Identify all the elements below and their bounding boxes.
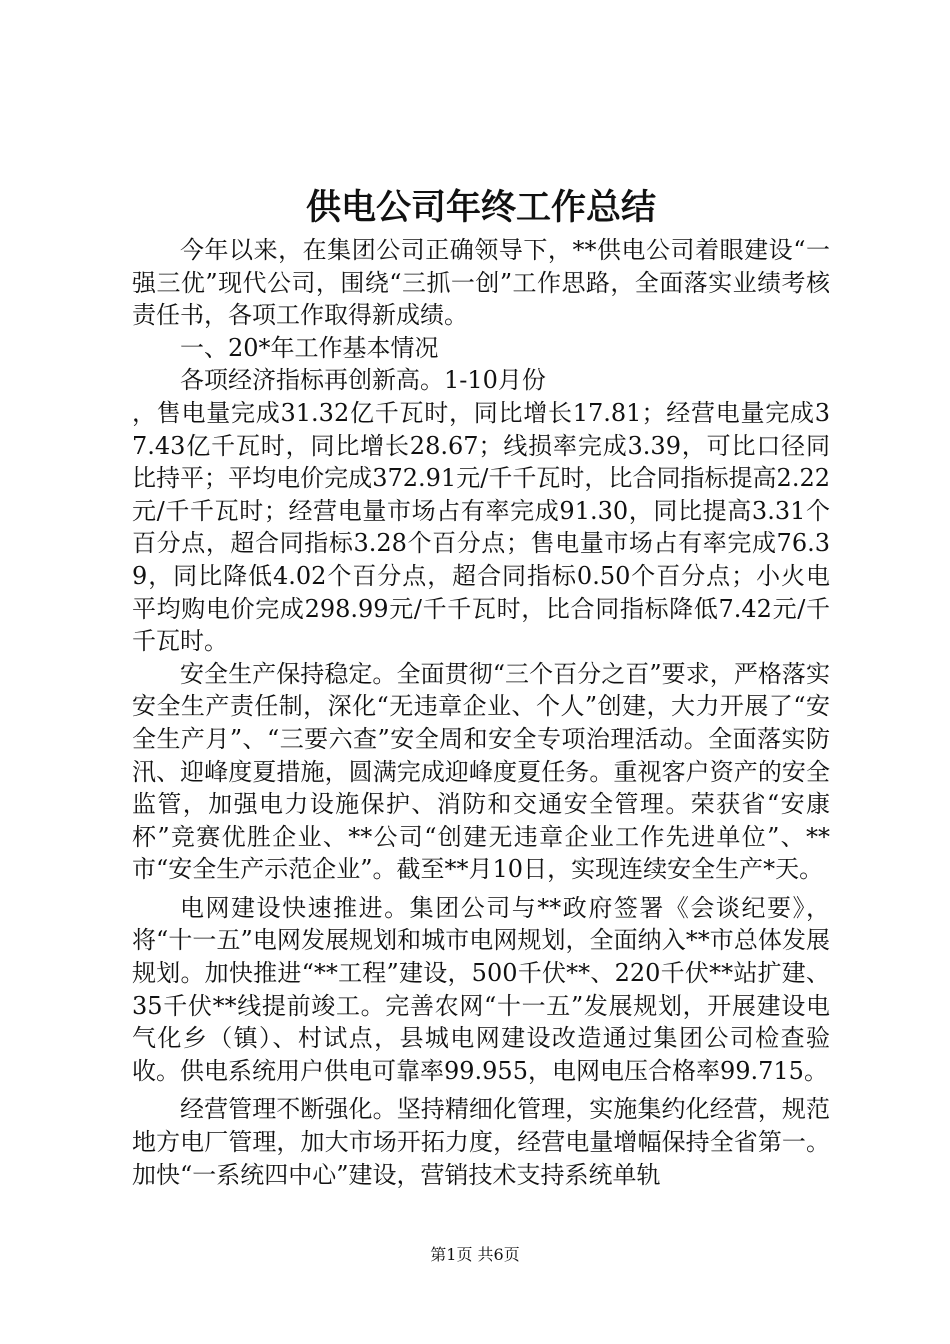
paragraph-economic-indicators: ，售电量完成31.32亿千瓦时，同比增长17.81；经营电量完成37.43亿千瓦时，同比增长28.67；线损率完成3.39，可比口径同比持平；平均电价完成372.91元/千千瓦时，比合同指标提高2.22元/千千瓦时；经营电量市场占有率完成91.30，同比提高3.31个百分点，超合同指标3.28个百分点；售电量市场占有率完成76.39，同比降低4.02个百分点，超合同指标0.50个百分点；小火电平均购电价完成298.99元/千千瓦时，比合同指标降低7.42元/千千瓦时。 bbox=[132, 398, 830, 656]
document-title: 供电公司年终工作总结 bbox=[305, 187, 656, 228]
section-heading: 一、20*年工作基本情况 bbox=[180, 333, 439, 362]
paragraph-grid-construction: 电网建设快速推进。集团公司与**政府签署《会谈纪要》，将“十一五”电网发展规划和城市电网规划，全面纳入**市总体发展规划。加快推进“**工程”建设，500千伏**、220千伏**站扩建、35千伏**线提前竣工。完善农网“十一五”发展规划，开展建设电气化乡（镇）、村试点，县城电网建设改造通过集团公司检查验收。供电系统用户供电可靠率99.955，电网电压合格率99.715。 bbox=[132, 893, 830, 1085]
paragraph-management: 经营管理不断强化。坚持精细化管理，实施集约化经营，规范地方电厂管理，加大市场开拓力度，经营电量增幅保持全省第一。加快“一系统四中心”建设，营销技术支持系统单轨 bbox=[132, 1095, 830, 1189]
paragraph-safety: 安全生产保持稳定。全面贯彻“三个百分之百”要求，严格落实安全生产责任制，深化“无违章企业、个人”创建，大力开展了“安全生产月”、“三要六查”安全周和安全专项治理活动。全面落实防汛、迎峰度夏措施，圆满完成迎峰度夏任务。重视客户资产的安全监管，加强电力设施保护、消防和交通安全管理。荣获省“安康杯”竞赛优胜企业、**公司“创建无违章企业工作先进单位”、**市“安全生产示范企业”。截至**月10日，实现连续安全生产*天。 bbox=[132, 659, 830, 884]
page-footer: 第1页 共6页 bbox=[430, 1245, 520, 1264]
paragraph-intro: 今年以来，在集团公司正确领导下，**供电公司着眼建设“一强三优”现代公司，围绕“三抓一创”工作思路，全面落实业绩考核责任书，各项工作取得新成绩。 bbox=[132, 236, 830, 330]
document-body bbox=[132, 234, 830, 1191]
paragraph-economic-heading: 各项经济指标再创新高。1-10月份 bbox=[180, 366, 546, 395]
